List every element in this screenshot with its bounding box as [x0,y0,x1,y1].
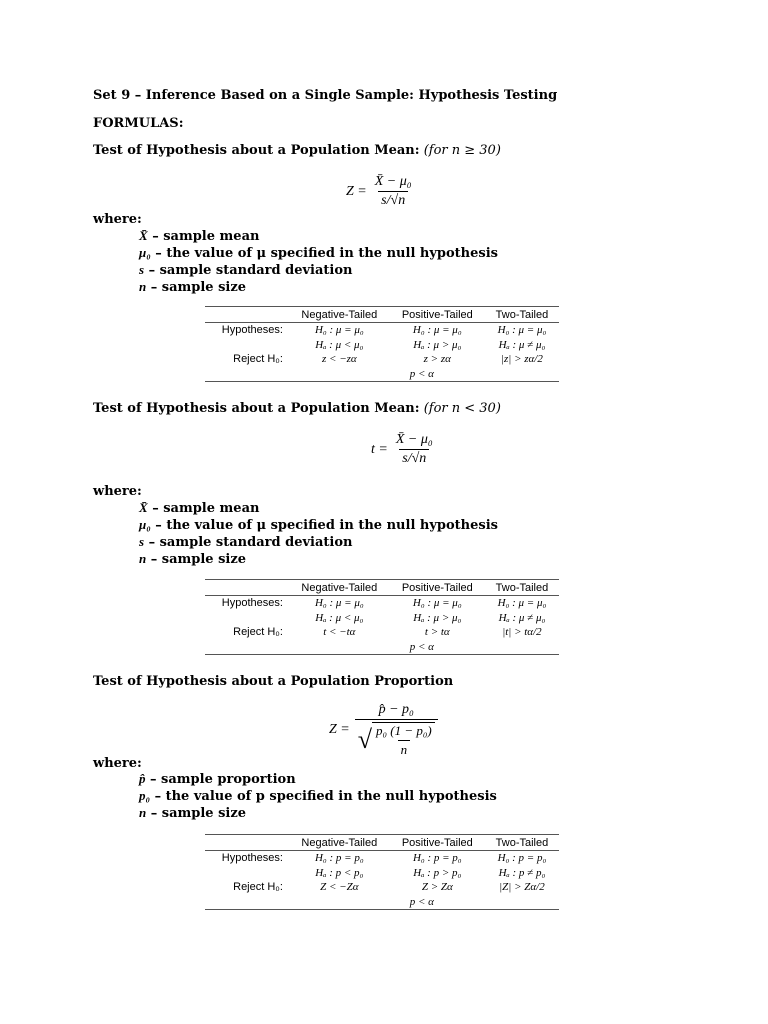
table-row: p < α [409,367,434,380]
table-row: Reject H₀: t < −tα t > tα |t| > tα/2 [233,626,542,638]
definition-item: p̂ – sample proportion [139,771,296,787]
formulas-heading: FORMULAS: [93,116,184,131]
definition-item: p₀ – the value of p specified in the null hypothesis [139,788,497,804]
section-1-where: where: [93,212,142,227]
section-1-definitions [139,228,498,296]
section-2-definitions [139,500,498,568]
section-1-formula: Z = $\frac{\text{X̄ − μ₀}}{s/√n}$ [346,174,412,208]
page-title: Set 9 – Inference Based on a Single Sample: Hypothesis Testing [93,88,558,103]
definition-item: X̄ – sample mean [139,500,260,516]
table-row: p < α [409,895,434,908]
definition-item: X̄ – sample mean [139,228,260,244]
section-1-condition: (for n ≥ 30) [423,143,501,158]
definition-item: s – sample standard deviation [139,534,353,550]
section-1-heading: Test of Hypothesis about a Population Mean: (for n ≥ 30) [93,143,501,158]
table-row: Reject H₀: Z < −Zα Z > Zα |Z| > Zα/2 [233,881,545,893]
section-3-heading: Test of Hypothesis about a Population Proportion [93,674,454,689]
section-3-formula: Z = p̂ − p₀ √ $\frac{\text{p₀ (1 − p₀)}}{n}$ [329,702,438,758]
definition-item: μ₀ – the value of μ specified in the null hypothesis [139,245,498,261]
section-3-definitions [139,771,497,822]
table-row: p < α [409,640,434,653]
sqrt-symbol: √ [357,725,373,754]
section-3-where: where: [93,756,142,771]
section-2-where: where: [93,484,142,499]
table-row: Hₐ : p < p₀ Hₐ : p > p₀ Hₐ : p ≠ p₀ [315,866,546,879]
definition-item: s – sample standard deviation [139,262,353,278]
table-row: Hₐ : μ < μ₀ Hₐ : μ > μ₀ Hₐ : μ ≠ μ₀ [315,338,546,351]
definition-item: n – sample size [139,279,247,295]
definition-item: n – sample size [139,551,247,567]
table-row: Reject H₀: z < −zα z > zα |z| > zα/2 [233,353,543,365]
section-1-table: Negative-Tailed Positive-Tailed Two-Tailed Hypotheses: H₀ : μ = μ₀ H₀ : μ = μ₀ H₀ : μ = μ₀ Hₐ : μ < μ₀ Hₐ : μ > μ₀ Hₐ : μ ≠ μ₀ Reject H₀: z < −zα z > zα |z| > zα/2 p < α [205,306,559,382]
section-3-table: Negative-Tailed Positive-Tailed Two-Tailed Hypotheses: H₀ : p = p₀ H₀ : p = p₀ H₀ : p = p₀ Hₐ : p < p₀ Hₐ : p > p₀ Hₐ : p ≠ p₀ Reject H₀: Z < −Zα Z > Zα |Z| > Zα/2 p < α [205,834,559,910]
table-row: Hypotheses: H₀ : μ = μ₀ H₀ : μ = μ₀ H₀ : μ = μ₀ [221,324,547,336]
table-row: Hypotheses: H₀ : p = p₀ H₀ : p = p₀ H₀ : p = p₀ [221,852,547,864]
definition-item: μ₀ – the value of μ specified in the null hypothesis [139,517,498,533]
section-2-condition: (for n < 30) [423,401,501,416]
table-row: Hₐ : μ < μ₀ Hₐ : μ > μ₀ Hₐ : μ ≠ μ₀ [315,611,546,624]
section-2-formula: t = $\frac{\text{X̄ − μ₀}}{s/√n}$ [371,432,433,466]
table-row: Hypotheses: H₀ : μ = μ₀ H₀ : μ = μ₀ H₀ : μ = μ₀ [221,597,547,609]
definition-item: n – sample size [139,805,247,821]
section-2-heading: Test of Hypothesis about a Population Mean: (for n < 30) [93,401,501,416]
section-2-table: Negative-Tailed Positive-Tailed Two-Tailed Hypotheses: H₀ : μ = μ₀ H₀ : μ = μ₀ H₀ : μ = μ₀ Hₐ : μ < μ₀ Hₐ : μ > μ₀ Hₐ : μ ≠ μ₀ Reject H₀: t < −tα t > tα |t| > tα/2 p < α [205,579,559,655]
